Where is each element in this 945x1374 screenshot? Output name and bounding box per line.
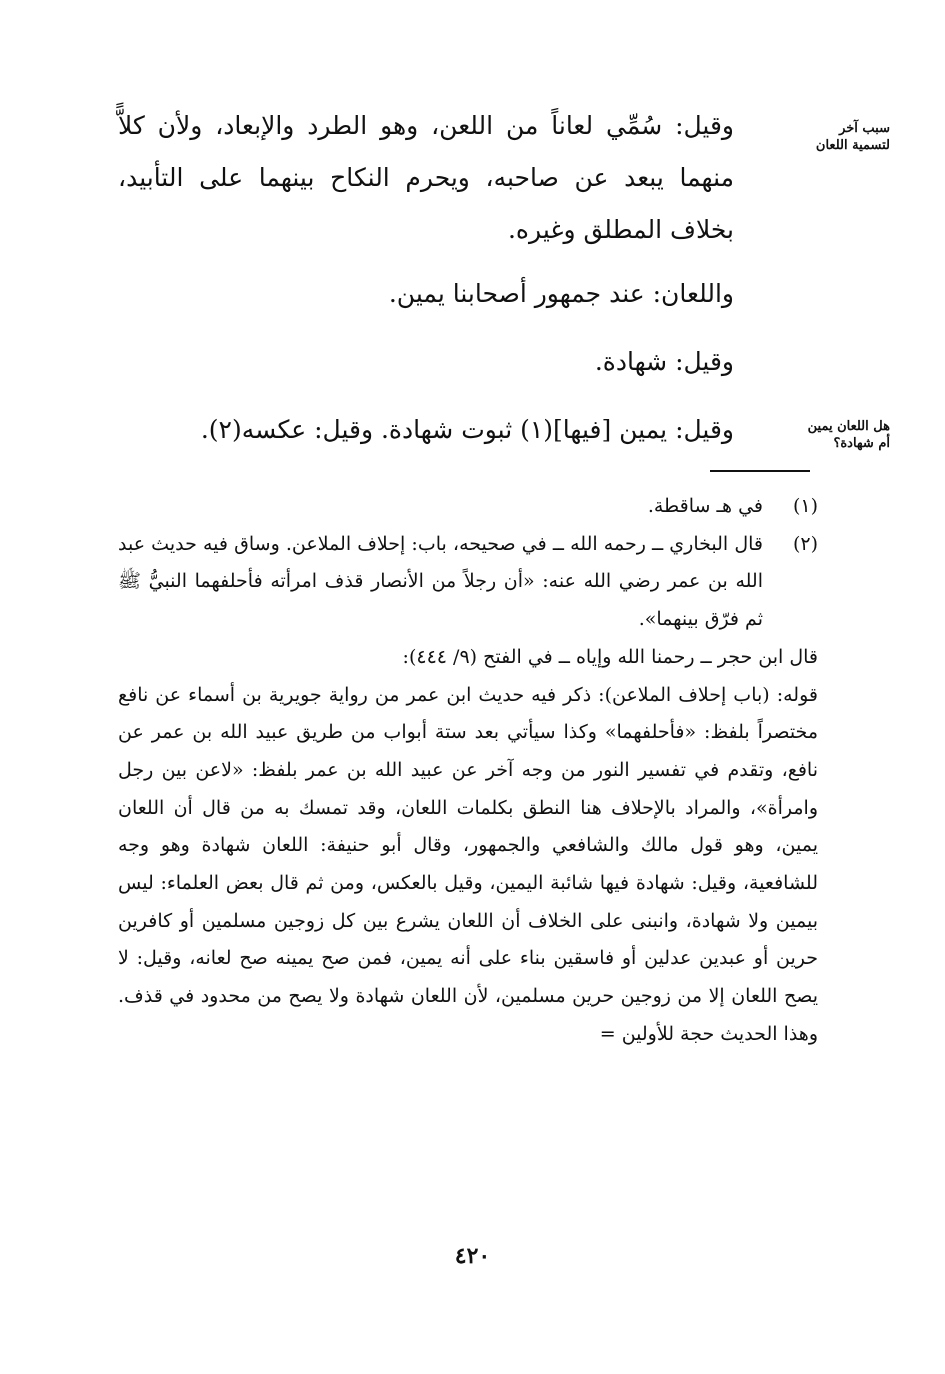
footnote-text: قال البخاري ــ رحمه الله ــ في صحيحه، باب: إحلاف الملاعن. وساق فيه حديث عبد الله بن عمر رضي الله عنه: «أن رجلاً من الأنصار قذف امرأته فأحلفهما النبيُّ ﷺ ثم فرّق بينهما». xyxy=(118,532,763,631)
body-paragraph-4 xyxy=(118,404,794,456)
margin-note-line: هل اللعان يمين xyxy=(807,419,890,434)
body-paragraph-1 xyxy=(118,100,794,256)
paragraph-text: وقيل: شهادة. xyxy=(594,347,734,376)
footnote-1 xyxy=(118,488,818,526)
footnote-number: (٢) xyxy=(792,532,818,555)
margin-note-other-reason xyxy=(800,120,890,154)
footnotes xyxy=(118,488,818,1054)
paragraph-text: واللعان: عند جمهور أصحابنا يمين. xyxy=(388,279,734,308)
margin-note-line: لتسمية اللعان xyxy=(815,138,890,153)
paragraph-text: وقيل: سُمِّي لعاناً من اللعن، وهو الطرد والإبعاد، ولأن كلاًّ منهما يبعد عن صاحبه، ويحرم النكاح بينهما على التأبيد، بخلاف المطلق وغيره. xyxy=(118,111,734,244)
footnote-2 xyxy=(118,526,818,639)
footnote-number: (١) xyxy=(792,495,818,517)
footnote-text: في هـ ساقطة. xyxy=(647,495,763,517)
page-number: ٤٢٠ xyxy=(454,1243,491,1269)
footnote-continuation: قال ابن حجر ــ رحمنا الله وإياه ــ في الفتح (٩/ ٤٤٤): xyxy=(402,645,818,668)
body-paragraph-3 xyxy=(118,336,794,388)
body-paragraph-2 xyxy=(118,268,794,320)
footnote-separator xyxy=(710,470,810,472)
margin-note-line: سبب آخر xyxy=(839,121,890,136)
paragraph-text: وقيل: يمين [فيها](١) ثبوت شهادة. وقيل: عكسه(٢). xyxy=(200,415,734,444)
margin-note-oath-or-testimony xyxy=(800,418,890,452)
footnote-continuation: قوله: (باب إحلاف الملاعن): ذكر فيه حديث ابن عمر من رواية جويرية بن أسماء عن نافع مختصراً بلفظ: «فأحلفهما» وكذا سيأتي بعد ستة أبواب من طريق عبيد الله بن عمر عن نافع، وتقدم في تفسير النور من وجه آخر عن عبيد الله بن عمر بلفظ: «لاعن بين رجل وامرأة»، والمراد بالإحلاف هنا النطق بكلمات اللعان، وقد تمسك به من قال أن اللعان يمين، وهو قول مالك والشافعي والجمهور، وقال أبو حنيفة: اللعان شهادة وهو وجه للشافعية، وقيل: شهادة فيها شائبة اليمين، وقيل بالعكس، ومن ثم قال بعض العلماء: ليس بيمين ولا شهادة، وانبنى على الخلاف أن اللعان يشرع بين كل زوجين مسلمين أو كافرين حرين أو عبدين عدلين أو فاسقين بناء على أنه يمين، فمن صح يمينه صح لعانه، وقيل: لا يصح اللعان إلا من زوجين حرين مسلمين، لأن اللعان شهادة ولا يصح من محدود في قذف. وهذا الحديث حجة للأولين = xyxy=(118,683,818,1045)
margin-note-line: أم شهادة؟ xyxy=(833,436,890,451)
